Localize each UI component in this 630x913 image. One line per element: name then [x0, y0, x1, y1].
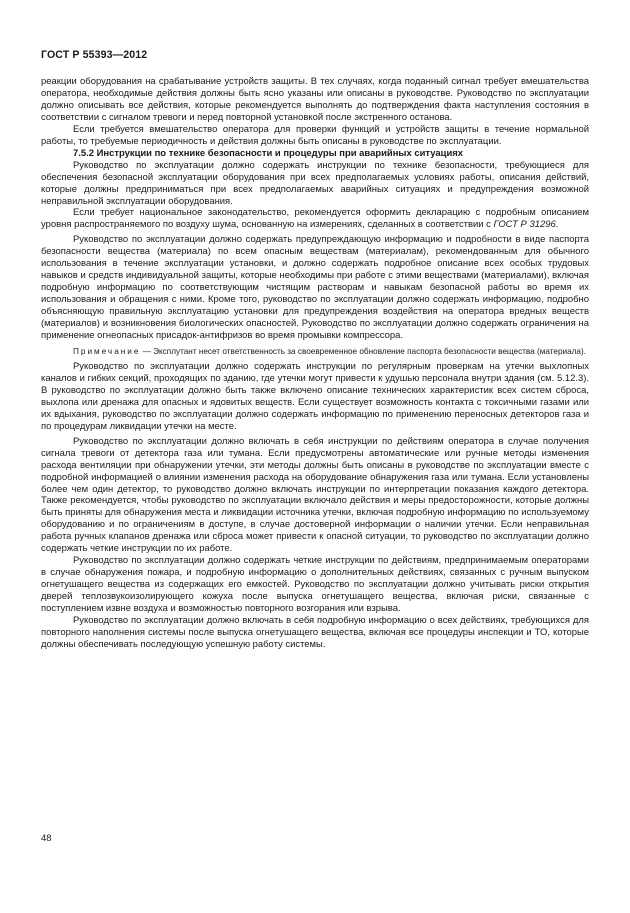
- document-body: [41, 76, 589, 651]
- paragraph: Руководство по эксплуатации должно содержать четкие инструкции по действиям, предпринимаемым операторами в случае обнаружения пожара, и подробную информацию о дополнительных действиях, связанных с ручным выпуском огнетушащего вещества из содержащих его емкостей. Руководство по эксплуатации должно учитывать риски открытия дверей теплозвукоизолирующего кожуха после выпуска огнетушащего вещества, включая риски, связанные с поступлением извне воздуха и возможностью повторного возгорания или взрыва.: [41, 555, 589, 615]
- paragraph-end: .: [555, 219, 559, 231]
- paragraph: Руководство по эксплуатации должно включать в себя инструкции по действиям оператора в случае получения сигнала тревоги от детектора газа или тумана. Если предусмотрены автоматические или ручные методы изменения расхода вентиляции при обнаружении утечки, эти методы должны быть описаны в руководстве по эксплуатации вместе с подробной информацией о влиянии изменения расхода на оборудование обнаружения газа или тумана. Если установлены более чем один детектор, то руководство должно включать инструкции по интерпретации показания каждого детектора. Также рекомендуется, чтобы руководство по эксплуатации включало действия и меры предосторожности, которые должны быть приняты для обнаружения места и ликвидации источника утечки, включая подробную информацию по используемому оборудованию и по ограничениям в доступе, в случае достоверной информации о наличии утечки. Если неправильная работа ручных клапанов дренажа или сброса может привести к опасной ситуации, то руководство по эксплуатации должно содержать четкие инструкции по их работе.: [41, 435, 589, 555]
- paragraph: Руководство по эксплуатации должно содержать инструкции по технике безопасности, требующиеся для обеспечения безопасной эксплуатации оборудования при всех предполагаемых условиях работы, описания действий, которые должны предприниматься при всех предполагаемых аварийных ситуациях и предупреждения возможной неправильной эксплуатации оборудования.: [41, 159, 589, 207]
- section-heading: 7.5.2 Инструкции по технике безопасности и процедуры при аварийных ситуациях: [73, 147, 463, 159]
- note-label: Примечание: [73, 346, 141, 356]
- note: [41, 346, 589, 357]
- paragraph: реакции оборудования на срабатывание устройств защиты. В тех случаях, когда поданный сигнал требует вмешательства оператора, необходимые действия должны быть ясно указаны или описаны в руководстве. Руководство по эксплуатации должно описывать все действия, которые рекомендуется выполнять до подтверждения факта наступления состояния в соответствии с сигналом тревоги и перед повторной установкой после экстренного останова.: [41, 76, 589, 123]
- note-text: — Эксплутант несет ответственность за своевременное обновление паспорта безопасности вещества (материала).: [140, 346, 586, 356]
- standard-reference: ГОСТ Р 31296: [493, 219, 556, 231]
- standard-header: ГОСТ Р 55393—2012: [41, 49, 148, 61]
- paragraph: Руководство по эксплуатации должно содержать предупреждающую информацию и подробности в виде паспорта безопасности вещества (материала) по всем опасным веществам (материалам), рекомендованным для обычного использования в течение эксплуатации установки, и должно содержать подробное описание всех особых трудовых навыков и средств индивидуальной защиты, которые необходимы при работе с этими веществами (материалами), включая подробную информацию по соответствующим чистящим растворам и навыкам безопасной работы во время их использования и обращения с ними. Кроме того, руководство по эксплуатации должно содержать информацию, подробно объясняющую правильную эксплуатацию установки для предупреждения воздействия на оператора вредных веществ (материалов) и возникновения биологических опасностей. Руководство по эксплуатации должно содержать ограничения на применение огнеопасных присадок-антифризов во время промывки компрессора.: [41, 234, 589, 342]
- paragraph: [41, 207, 589, 231]
- paragraph: Руководство по эксплуатации должно содержать инструкции по регулярным проверкам на утечки выхлопных каналов и гибких секций, проходящих по зданию, где утечки могут привести к удушью персонала внутри здания (см. 5.12.3). В руководство по эксплуатации должно быть также включено описание технических характеристик всех систем сброса, выхлопа или дренажа для опасных и ядовитых веществ. Если существует возможность контакта с токсичными газами или их вдыхания, руководство по эксплуатации должно содержать информацию по применению переносных детекторов газа и по процедурам ликвидации утечки на месте.: [41, 360, 589, 432]
- paragraph: Если требуется вмешательство оператора для проверки функций и устройств защиты в течение нормальной работы, то требуемые периодичность и действия должны быть описаны в руководстве по эксплуатации.: [41, 123, 589, 147]
- paragraph: Руководство по эксплуатации должно включать в себя подробную информацию о всех действиях, требующихся для повторного наполнения системы после выпуска огнетушащего вещества, включая все процедуры инспекции и ТО, которые должны обеспечивать последующую успешную работу системы.: [41, 614, 589, 650]
- paragraph-text: Если требует национальное законодательство, рекомендуется оформить декларацию с подробным описанием уровня распространяемого по воздуху шума, основанную на измерениях, сделанных в соответствии с: [41, 207, 589, 231]
- page-number: 48: [41, 833, 52, 844]
